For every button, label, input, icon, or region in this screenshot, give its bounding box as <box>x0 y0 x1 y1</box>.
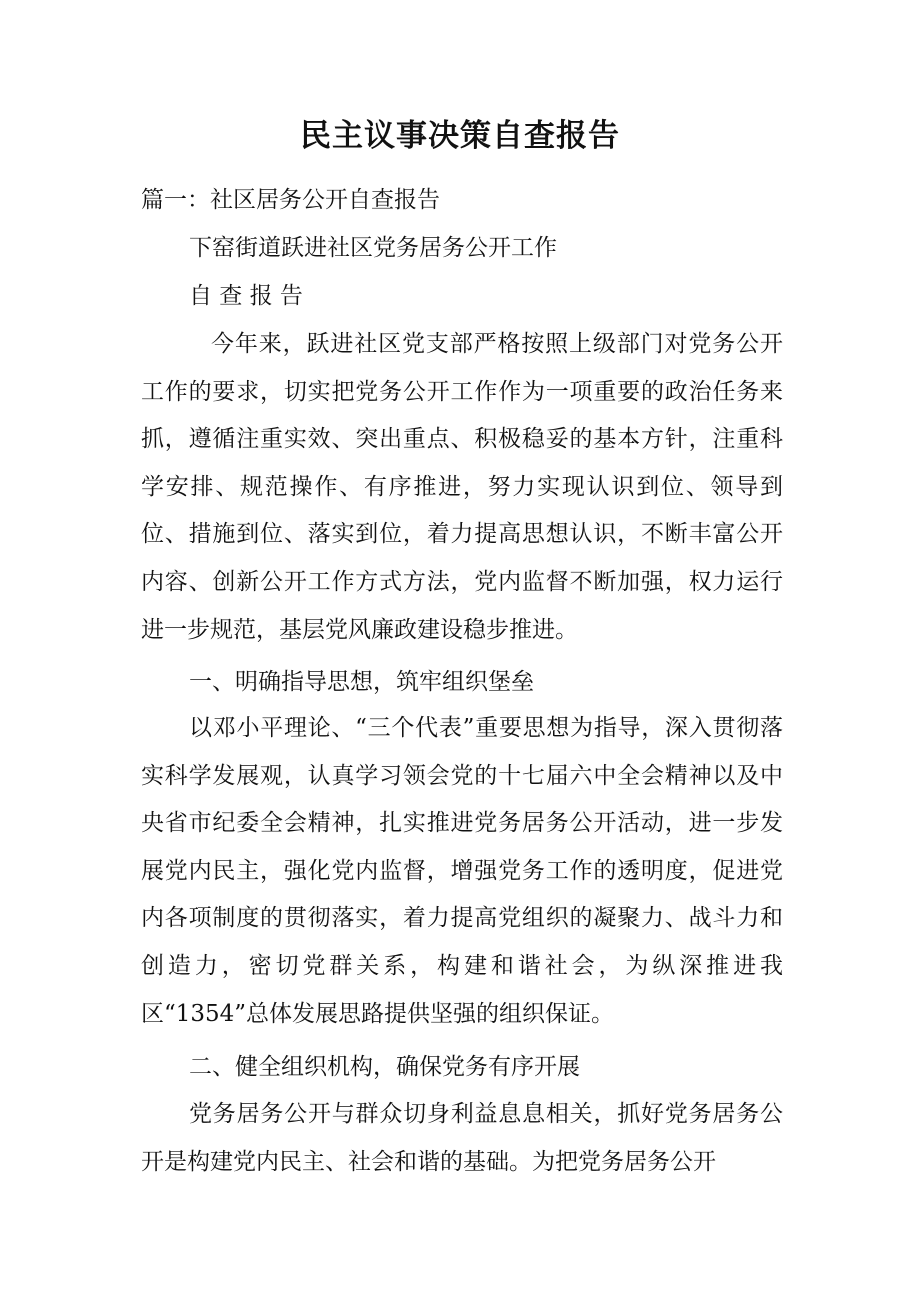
intro-paragraph: 今年来，跃进社区党支部严格按照上级部门对党务公开工作的要求，切实把党务公开工作作为一项重要的政治任务来抓，遵循注重实效、突出重点、积极稳妥的基本方针，注重科学安排、规范操作、有序推进，努力实现认识到位、领导到位、措施到位、落实到位，着力提高思想认识，不断丰富公开内容、创新公开工作方式方法，党内监督不断加强，权力运行进一步规范，基层党风廉政建设稳步推进。 <box>141 331 783 643</box>
report-org-line: 下窑街道跃进社区党务居务公开工作 <box>189 235 557 261</box>
report-label: 自 查 报 告 <box>189 283 303 309</box>
document-title: 民主议事决策自查报告 <box>300 118 620 154</box>
section-heading-1: 一、明确指导思想，筑牢组织堡垒 <box>189 669 534 695</box>
part-heading: 篇一：社区居务公开自查报告 <box>141 187 440 213</box>
section-1-paragraph: 以邓小平理论、“三个代表”重要思想为指导，深入贯彻落实科学发展观，认真学习领会党的十七届六中全会精神以及中央省市纪委全会精神，扎实推进党务居务公开活动，进一步发展党内民主，强化党内监督，增强党务工作的透明度，促进党内各项制度的贯彻落实，着力提高党组织的凝聚力、战斗力和创造力，密切党群关系，构建和谐社会，为纵深推进我区“1354”总体发展思路提供坚强的组织保证。 <box>141 715 783 1027</box>
section-2-paragraph: 党务居务公开与群众切身利益息息相关，抓好党务居务公开是构建党内民主、社会和谐的基础。为把党务居务公开 <box>141 1101 783 1175</box>
section-heading-2: 二、健全组织机构，确保党务有序开展 <box>189 1054 580 1080</box>
